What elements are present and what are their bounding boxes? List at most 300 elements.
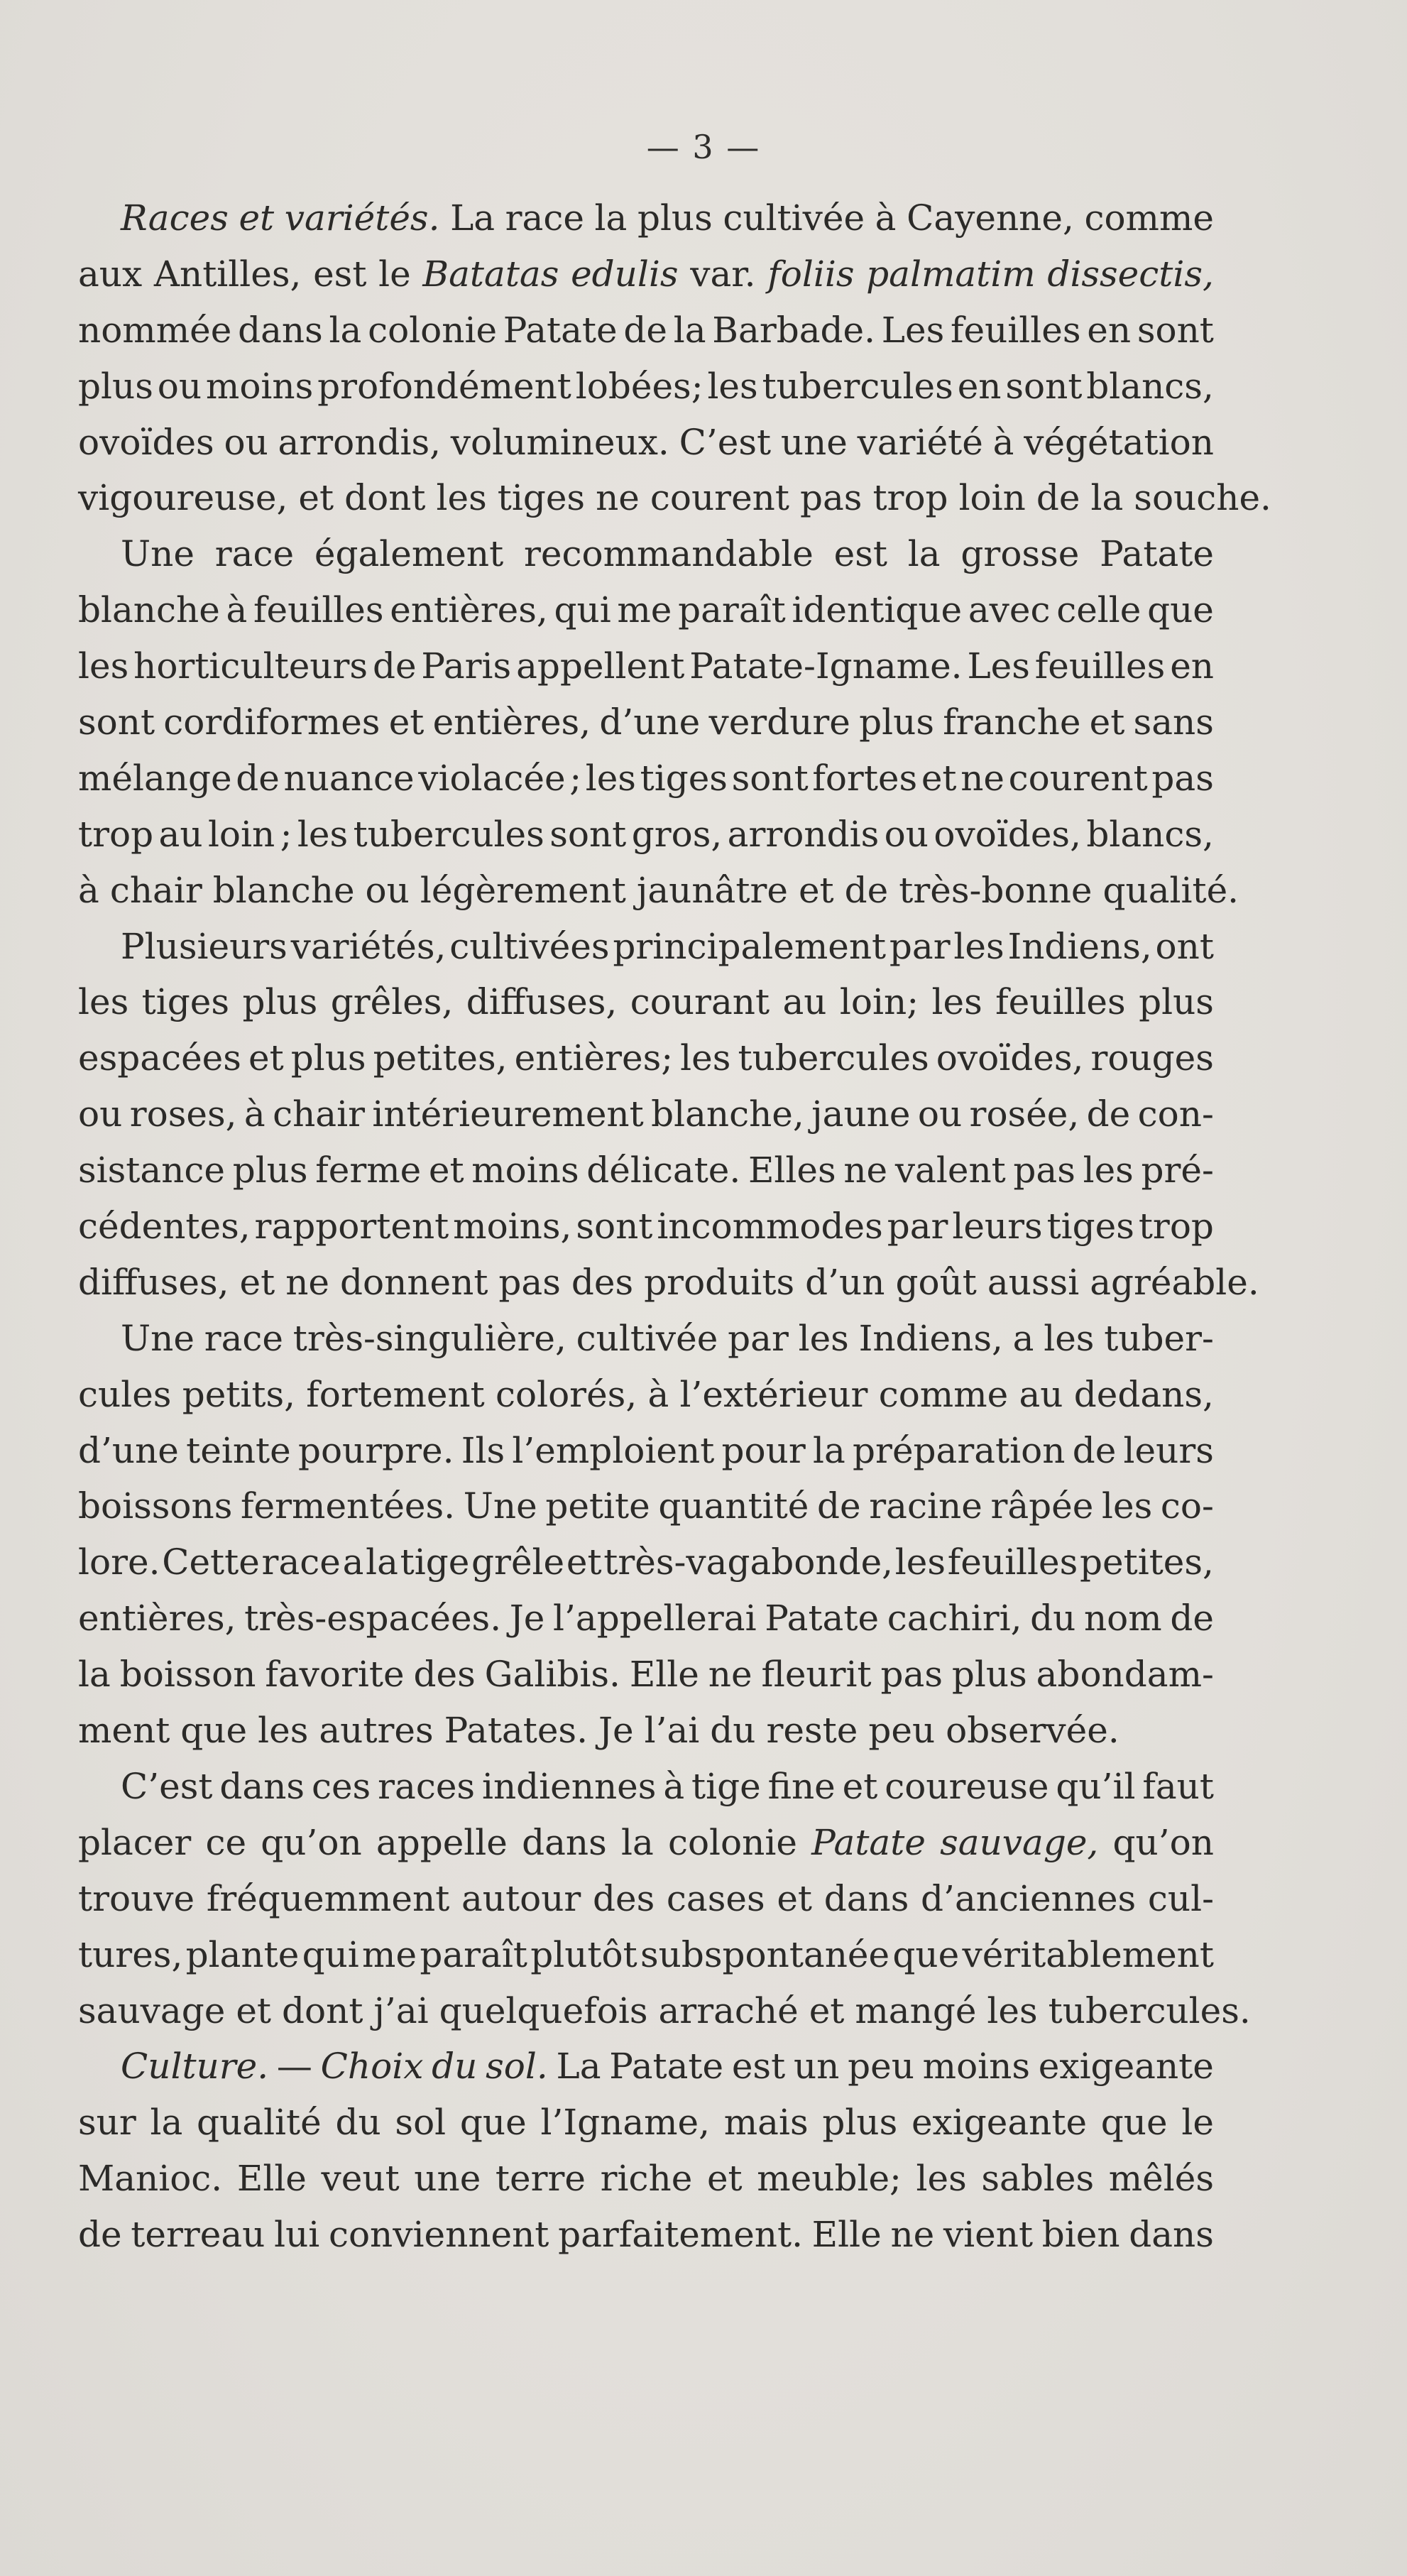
- word: faut: [1142, 1765, 1214, 1807]
- text-line: [78, 1478, 1214, 1534]
- word: a: [1012, 1317, 1034, 1359]
- word: l’appellerai: [553, 1598, 757, 1639]
- word: Patate: [503, 309, 618, 351]
- word: profondément: [317, 365, 571, 407]
- word: entières,: [390, 589, 548, 631]
- text-line: [78, 246, 1214, 302]
- word: leurs: [952, 1206, 1043, 1248]
- word: les: [258, 1710, 309, 1752]
- word: loin: [958, 477, 1026, 519]
- word: souche.: [1134, 477, 1271, 519]
- word: co-: [1160, 1485, 1214, 1527]
- word: Indiens,: [858, 1317, 1003, 1359]
- word: la: [673, 309, 706, 351]
- word: sont: [576, 1206, 653, 1248]
- word: de: [817, 1485, 861, 1527]
- word: au: [782, 981, 827, 1023]
- word: par: [889, 925, 951, 967]
- word: valent: [894, 1150, 1006, 1191]
- word: la: [1090, 477, 1124, 519]
- word: et: [1089, 702, 1125, 743]
- word: cases: [666, 1877, 765, 1919]
- word: variétés,: [290, 925, 447, 967]
- word: Paris: [421, 645, 512, 687]
- word: lobées;: [575, 365, 704, 407]
- word: dans: [219, 1765, 305, 1807]
- word: cul-: [1147, 1877, 1214, 1919]
- word: fleurit: [761, 1654, 872, 1696]
- word: appelle: [376, 1821, 508, 1863]
- word: me: [617, 589, 672, 631]
- body-text: [78, 190, 1271, 2263]
- word: végétation: [1024, 421, 1214, 463]
- word: d’une: [599, 702, 701, 743]
- word: moins: [471, 1150, 579, 1191]
- word: ;: [569, 757, 582, 799]
- word: pré-: [1141, 1150, 1214, 1191]
- text-line: [78, 974, 1214, 1030]
- word: des: [413, 1654, 476, 1696]
- word: les: [931, 981, 982, 1023]
- word: C’est: [121, 1765, 213, 1807]
- word: et: [777, 1877, 813, 1919]
- word: Je: [598, 1710, 634, 1752]
- word: sont: [78, 702, 155, 743]
- word: que: [1147, 589, 1214, 631]
- text-line: [78, 1927, 1214, 1983]
- word: pas: [799, 477, 863, 519]
- word: la: [329, 309, 362, 351]
- word: aussi: [987, 1261, 1080, 1303]
- word: et: [239, 1261, 275, 1303]
- word: sont: [1137, 309, 1214, 351]
- word: tubercules.: [1048, 1990, 1251, 2031]
- word: à: [663, 1765, 685, 1807]
- word: ovoïdes,: [934, 813, 1081, 855]
- word: très-singulière,: [292, 1317, 566, 1359]
- word: et: [798, 869, 834, 911]
- word: con-: [1137, 1093, 1214, 1135]
- word: vient: [943, 2214, 1034, 2256]
- word: sol.: [486, 2046, 548, 2087]
- word: ne: [285, 1261, 330, 1303]
- word: entières,: [78, 1598, 236, 1639]
- word: donnent: [340, 1261, 488, 1303]
- word: dans: [238, 309, 323, 351]
- word: sont: [1005, 365, 1083, 407]
- word: comme: [878, 1373, 1009, 1415]
- word: blanche: [78, 589, 220, 631]
- text-line: [78, 1983, 1251, 2039]
- word: foliis: [767, 253, 855, 295]
- word: Patates.: [444, 1710, 588, 1752]
- word: Cette: [162, 1541, 260, 1583]
- text-line: [78, 582, 1214, 638]
- word: principalement: [613, 925, 887, 967]
- word: feuilles: [253, 589, 384, 631]
- word: qu’on: [261, 1821, 362, 1863]
- word: de: [372, 645, 417, 687]
- word: franche: [943, 702, 1081, 743]
- text-line: [78, 1759, 1214, 1815]
- word: cules: [78, 1373, 172, 1415]
- word: et: [566, 1541, 602, 1583]
- word: tige: [400, 1541, 470, 1583]
- word: chair: [109, 869, 202, 911]
- word: entières;: [514, 1037, 674, 1079]
- word: colonie: [667, 1821, 797, 1863]
- word: tiges: [1046, 1206, 1134, 1248]
- word: violacée: [418, 757, 566, 799]
- word: le: [378, 253, 411, 295]
- word: tiges: [640, 757, 728, 799]
- word: cultivée: [576, 1317, 718, 1359]
- word: qualité: [197, 2102, 322, 2144]
- text-line: [78, 2151, 1214, 2207]
- word: également: [314, 533, 504, 575]
- word: tubercules: [353, 813, 544, 855]
- word: sans: [1133, 702, 1214, 743]
- word: moins: [205, 365, 314, 407]
- word: de: [1170, 1598, 1214, 1639]
- word: moins: [922, 2046, 1031, 2087]
- word: que: [892, 1933, 960, 1975]
- word: grêle: [471, 1541, 565, 1583]
- word: feuilles: [995, 981, 1126, 1023]
- word: très-espacées.: [244, 1598, 502, 1639]
- word: dissectis,: [1047, 253, 1214, 295]
- word: blancs,: [1086, 813, 1214, 855]
- word: par: [728, 1317, 789, 1359]
- word: mais: [723, 2102, 809, 2144]
- word: plutôt: [530, 1933, 637, 1975]
- text-line: [78, 470, 1271, 526]
- text-line: [78, 1423, 1214, 1479]
- word: à: [226, 589, 248, 631]
- word: mêlés: [1108, 2158, 1214, 2200]
- word: Je: [509, 1598, 545, 1639]
- word: racine: [869, 1485, 982, 1527]
- word: petites,: [373, 1037, 508, 1079]
- word: par: [887, 1206, 948, 1248]
- word: bien: [1041, 2214, 1120, 2256]
- word: Les: [967, 645, 1030, 687]
- word: blanche: [212, 869, 355, 911]
- word: trouve: [78, 1877, 195, 1919]
- word: sont: [731, 757, 809, 799]
- word: Choix: [320, 2046, 424, 2087]
- word: les: [585, 757, 636, 799]
- word: et: [298, 477, 334, 519]
- word: la: [366, 1541, 398, 1583]
- word: pourpre.: [297, 1429, 454, 1471]
- word: les: [707, 365, 758, 407]
- word: Plusieurs: [121, 925, 288, 967]
- word: lore.: [78, 1541, 160, 1583]
- text-line: [78, 1311, 1214, 1367]
- word: blanche,: [651, 1093, 804, 1135]
- word: que: [180, 1710, 248, 1752]
- word: fortes: [812, 757, 918, 799]
- text-line: [78, 1647, 1214, 1703]
- word: d’anciennes: [921, 1877, 1137, 1919]
- word: feuilles: [947, 1541, 1078, 1583]
- text-line: [78, 526, 1214, 582]
- word: un: [793, 2046, 840, 2087]
- word: véritablement: [962, 1933, 1214, 1975]
- word: nuance: [283, 757, 415, 799]
- word: de: [844, 869, 889, 911]
- word: et: [921, 757, 957, 799]
- word: identique: [792, 589, 963, 631]
- word: race: [261, 1541, 341, 1583]
- word: ovoïdes: [78, 421, 214, 463]
- word: tiges: [497, 477, 586, 519]
- word: autres: [319, 1710, 434, 1752]
- text-line: [78, 1703, 1214, 1759]
- word: plus: [637, 197, 713, 239]
- word: les: [78, 645, 129, 687]
- word: mélange: [78, 757, 232, 799]
- word: que: [459, 2102, 527, 2144]
- word: du: [335, 2102, 381, 2144]
- word: verdure: [708, 702, 850, 743]
- word: plus: [822, 2102, 898, 2144]
- word: moins,: [453, 1206, 572, 1248]
- word: qui: [554, 589, 611, 631]
- word: peu: [848, 2046, 914, 2087]
- word: Elle: [236, 2158, 307, 2200]
- word: ne: [596, 477, 640, 519]
- word: Patate: [1100, 533, 1214, 575]
- word: var.: [690, 253, 756, 295]
- word: les: [987, 1990, 1038, 2031]
- word: la: [907, 533, 941, 575]
- word: meuble;: [757, 2158, 902, 2200]
- word: La: [556, 2046, 601, 2087]
- word: au: [158, 813, 203, 855]
- word: et: [809, 1990, 845, 2031]
- word: tubercules: [762, 365, 953, 407]
- text-line: [78, 190, 1214, 246]
- word: C’est: [679, 421, 772, 463]
- text-line: [78, 1534, 1214, 1590]
- word: le: [1181, 2102, 1214, 2144]
- word: légèrement: [420, 869, 626, 911]
- word: la: [620, 1821, 654, 1863]
- word: Culture.: [121, 2046, 269, 2087]
- word: ou: [884, 813, 929, 855]
- word: ment: [78, 1710, 170, 1752]
- word: et: [842, 1765, 878, 1807]
- word: ces: [311, 1765, 371, 1807]
- word: loin;: [839, 981, 919, 1023]
- word: recommandable: [523, 533, 814, 575]
- word: paraît: [678, 589, 786, 631]
- word: de: [623, 309, 667, 351]
- word: Indiens,: [1007, 925, 1152, 967]
- word: Les: [881, 309, 945, 351]
- page-number: — 3 —: [646, 128, 761, 166]
- word: agréable.: [1090, 1261, 1259, 1303]
- word: fine: [767, 1765, 836, 1807]
- word: sauvage,: [940, 1821, 1099, 1863]
- word: edulis: [571, 253, 679, 295]
- word: —: [276, 2046, 312, 2087]
- word: trop: [872, 477, 948, 519]
- text-line: [78, 1815, 1214, 1871]
- word: leurs: [1123, 1429, 1214, 1471]
- word: Patate: [811, 1821, 926, 1863]
- text-line: [78, 1871, 1214, 1927]
- word: ou: [78, 1093, 123, 1135]
- word: parfaitement.: [558, 2214, 803, 2256]
- text-line: [78, 1030, 1214, 1086]
- word: mangé: [855, 1990, 977, 2031]
- word: exigeante: [1038, 2046, 1214, 2087]
- word: ferme: [315, 1150, 422, 1191]
- word: intérieurement: [372, 1093, 644, 1135]
- word: les: [916, 2158, 967, 2200]
- word: tige: [691, 1765, 761, 1807]
- word: trop: [1138, 1206, 1214, 1248]
- word: Elle: [629, 1654, 699, 1696]
- text-line: [78, 302, 1214, 359]
- text-line: [78, 1590, 1214, 1647]
- word: tubercules: [738, 1037, 929, 1079]
- word: Races: [121, 197, 229, 239]
- word: Antilles,: [153, 253, 302, 295]
- word: les: [1044, 1317, 1095, 1359]
- word: petits,: [182, 1373, 296, 1415]
- word: fréquemment: [206, 1877, 450, 1919]
- text-line: [78, 2207, 1214, 2263]
- word: qu’il: [1056, 1765, 1136, 1807]
- word: gros,: [631, 813, 723, 855]
- word: autour: [461, 1877, 581, 1919]
- word: Batatas: [422, 253, 559, 295]
- word: petites,: [1080, 1541, 1214, 1583]
- word: en: [1087, 309, 1132, 351]
- word: et: [236, 1990, 272, 2031]
- word: très-vagabonde,: [603, 1541, 894, 1583]
- word: colonie: [368, 309, 498, 351]
- word: du: [1030, 1598, 1076, 1639]
- word: variétés.: [284, 197, 440, 239]
- word: de: [236, 757, 280, 799]
- word: grêles,: [330, 981, 454, 1023]
- word: diffuses,: [78, 1261, 229, 1303]
- word: ne: [960, 757, 1004, 799]
- word: aux: [78, 253, 143, 295]
- text-line: [78, 807, 1214, 863]
- word: sont: [549, 813, 627, 855]
- word: observée.: [946, 1710, 1119, 1752]
- word: jaunâtre: [636, 869, 788, 911]
- word: veut: [321, 2158, 400, 2200]
- word: est: [731, 2046, 786, 2087]
- word: Patate-Igname.: [689, 645, 963, 687]
- word: ou: [224, 421, 268, 463]
- word: fortement: [306, 1373, 485, 1415]
- word: Patate: [609, 2046, 724, 2087]
- word: Barbade.: [712, 309, 876, 351]
- word: cultivées: [449, 925, 610, 967]
- word: volumineux.: [450, 421, 669, 463]
- word: les: [1102, 1485, 1153, 1527]
- word: sur: [78, 2102, 136, 2144]
- word: sauvage: [78, 1990, 226, 2031]
- word: peu: [868, 1710, 936, 1752]
- word: terreau: [131, 2214, 265, 2256]
- word: tiges: [141, 981, 230, 1023]
- word: la: [150, 2102, 183, 2144]
- word: sistance: [78, 1150, 226, 1191]
- word: feuilles: [950, 309, 1081, 351]
- word: favorite: [265, 1654, 405, 1696]
- word: une: [780, 421, 848, 463]
- word: j’ai: [373, 1990, 429, 2031]
- word: au: [1019, 1373, 1063, 1415]
- word: goût: [895, 1261, 977, 1303]
- word: Cayenne,: [907, 197, 1074, 239]
- word: ont: [1155, 925, 1214, 967]
- word: reste: [766, 1710, 858, 1752]
- word: ou: [917, 1093, 963, 1135]
- word: les: [798, 1317, 849, 1359]
- word: arrondis,: [278, 421, 442, 463]
- word: indiennes: [481, 1765, 657, 1807]
- word: à: [78, 869, 99, 911]
- word: boisson: [119, 1654, 256, 1696]
- text-line: [78, 919, 1214, 975]
- word: comme: [1084, 197, 1214, 239]
- word: et: [388, 702, 425, 743]
- word: rouges: [1090, 1037, 1214, 1079]
- word: nom: [1083, 1598, 1162, 1639]
- word: arraché: [658, 1990, 799, 2031]
- word: plus: [78, 365, 153, 407]
- word: sol: [395, 2102, 447, 2144]
- text-line: [78, 638, 1214, 694]
- word: dans: [522, 1821, 607, 1863]
- word: race: [505, 197, 584, 239]
- word: à: [992, 421, 1014, 463]
- word: plus: [232, 1150, 308, 1191]
- text-line: [78, 1142, 1214, 1199]
- word: quelquefois: [439, 1990, 648, 2031]
- word: me: [362, 1933, 417, 1975]
- word: race: [204, 1317, 283, 1359]
- word: Une: [121, 1317, 195, 1359]
- word: placer: [78, 1821, 192, 1863]
- word: grosse: [960, 533, 1080, 575]
- word: du: [432, 2046, 478, 2087]
- word: pas: [880, 1654, 943, 1696]
- word: d’un: [805, 1261, 885, 1303]
- word: est: [313, 253, 367, 295]
- text-line: [78, 415, 1214, 471]
- word: et: [239, 197, 275, 239]
- word: lui: [274, 2214, 320, 2256]
- word: Elle: [811, 2214, 882, 2256]
- word: tures,: [78, 1933, 183, 1975]
- word: coureuse: [885, 1765, 1049, 1807]
- word: plus: [1139, 981, 1214, 1023]
- word: les: [894, 1541, 946, 1583]
- word: l’emploient: [512, 1429, 715, 1471]
- word: ne: [843, 1150, 888, 1191]
